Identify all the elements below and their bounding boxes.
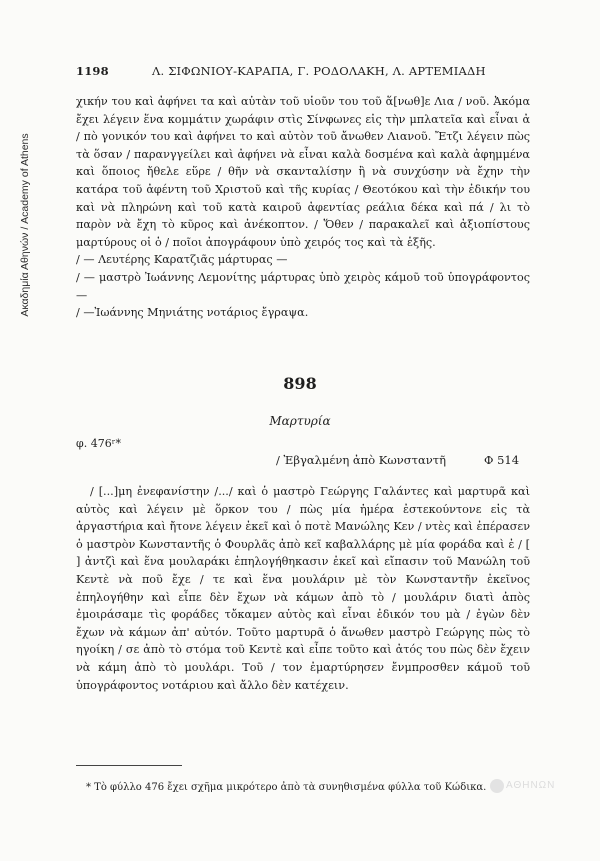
document-body <box>76 483 530 694</box>
continuation-text <box>76 93 530 322</box>
academy-seal-icon <box>490 779 504 793</box>
page-number: 1198 <box>76 64 109 78</box>
document-title: Μαρτυρία <box>269 414 331 428</box>
continuation-paragraph: χικήν του καὶ ἀφήνει τα καὶ αὐτὰν τοῦ υἱοῦν του τοῦ ἅ[νωθ]ε Λια / νοῦ. Ἀκόμα ἔχει λέγειν ἕνα κομμάτιν χωράφιν στὶς Σίνφωνες εἰς τὴν μπλατεῖα καὶ εἶναι ἀ / πὸ γονικόν του καὶ ἀφήνει το καὶ αὐτὸν τοῦ ἄνωθεν Λιανοῦ. Ἔτζι λέγειν πὼς τὰ ὅσαν / παρανγγείλει καὶ ἀφήνει νὰ εἶναι καλὰ δοσμένα καὶ καλὰ ἀφημμένα καὶ ὅποιος ἤθελε εὕρε / θῆν νὰ σκανταλίσην ἢ νὰ συνχύσην νὰ ἔχην τὴν κατάρα τοῦ ἀφέντη τοῦ Χριστοῦ καὶ τῆς κυρίας / Θεοτόκου καὶ τὴν ἐδικήν του καὶ νὰ πληρώνη καὶ τοῦ κατὰ καιροῦ ἀφεντίας ρεάλια δέκα καὶ πά / λι τὸ παρὸν νὰ ἔχη τὸ κῦρος καὶ ἀνέκοπτον. / Ὅθεν / παρακαλεῖ καὶ ἀξιοπίστους μαρτύρους οἱ ὁ / ποῖοι ἀπογράφουν ὑπὸ χειρός τος καὶ τὰ ἑξῆς. <box>76 95 530 249</box>
body-paragraph: / [...]μη ἐνεφανίστην /.../ καὶ ὁ μαστρὸ Γεώργης Γαλάντες καὶ μαρτυρᾶ καὶ αὐτὸς καὶ λέγειν μὲ ὅρκον του / πὼς μία ἡμέρα ἐστεκούντονε εἰς τὰ ἀργαστήρια καὶ ἤτονε λέγειν ἐκεῖ καὶ ὁ ποτὲ Μανώλης Κεν / ντὲς καὶ ἐπέρασεν ὁ μαστρὸν Κωνσταντῆς ὁ Φουρλᾶς ἀπὸ κεῖ καβαλλάρης μὲ μία φοράδα καὶ ἐ / [ ] ἀντζὶ καὶ ἕνα μουλαράκι ἐπηλογήθηκασιν ἐκεῖ καὶ εἴπασιν τοῦ Μανώλη τοῦ Κεντὲ νὰ ποῦ ἔχε / τε καὶ ἕνα μουλάριν μὲ τὸν Κωνσταντῆν ἐκεῖνος ἐπηλογήθην καὶ εἶπε δὲν ἔχων νὰ κάμων ἀπὸ τὸ / μουλάριν διατὶ ἀπὸς ἐμοιράσαμε τὶς φοράδες τὄκαμεν αὐτὸς καὶ εἶναι ἐδικόν του μὰ / ἐγὼν δὲν ἔχων νὰ κάμων ἀπ' αὐτόν. Τοῦτο μαρτυρᾶ ὁ ἄνωθεν μαστρὸ Γεώργης πὼς τὸ ηγοίκη / σε ἀπὸ τὸ στόμα τοῦ Κεντὲ καὶ εἶπε τοῦτο καὶ ἀτός του πὼς δὲν ἔχειν νὰ κάμη ἀπὸ τὸ μουλάρι. Τοῦ / τον ἐμαρτύρησεν ἔνμπροσθεν κάμοῦ τοῦ ὑπογράφοντος νοτάριου καὶ ἄλλο δὲν κατέχειν. <box>76 485 530 692</box>
watermark: ΑΘΗΝΩΝ <box>506 780 556 791</box>
archive-sidebar <box>18 55 32 395</box>
witness-line: / — μαστρὸ Ἰωάννης Λεμονίτης μάρτυρας ὑπὸ χειρὸς κάμοῦ τοῦ ὑπογράφοντος — <box>76 270 530 302</box>
footnote: * Τὸ φύλλο 476 ἔχει σχῆμα μικρότερο ἀπὸ τὰ συνηθισμένα φύλλα τοῦ Κώδικα. <box>86 782 487 793</box>
sidebar-label: Ακαδημία Αθηνών / Academy of Athens <box>19 133 31 317</box>
footnote-divider <box>76 765 182 766</box>
shelfmark: Φ 514 <box>484 453 520 467</box>
folio-reference: φ. 476ʳ* <box>76 437 122 450</box>
witness-line: / —Ἰωάννης Μηνιάτης νοτάριος ἔγραψα. <box>76 306 309 320</box>
witness-line: / — Λευτέρης Καρατζιᾶς μάρτυρας — <box>76 253 288 267</box>
header-authors: Λ. ΣΙΦΩΝΙΟΥ-ΚΑΡΑΠΑ, Γ. ΡΟΔΟΛΑΚΗ, Λ. ΑΡΤΕΜΙΑΔΗ <box>152 64 486 78</box>
document-number: 898 <box>283 374 317 393</box>
source-note: / Ἐβγαλμένη ἀπὸ Κωνσταντῆ <box>276 453 446 467</box>
